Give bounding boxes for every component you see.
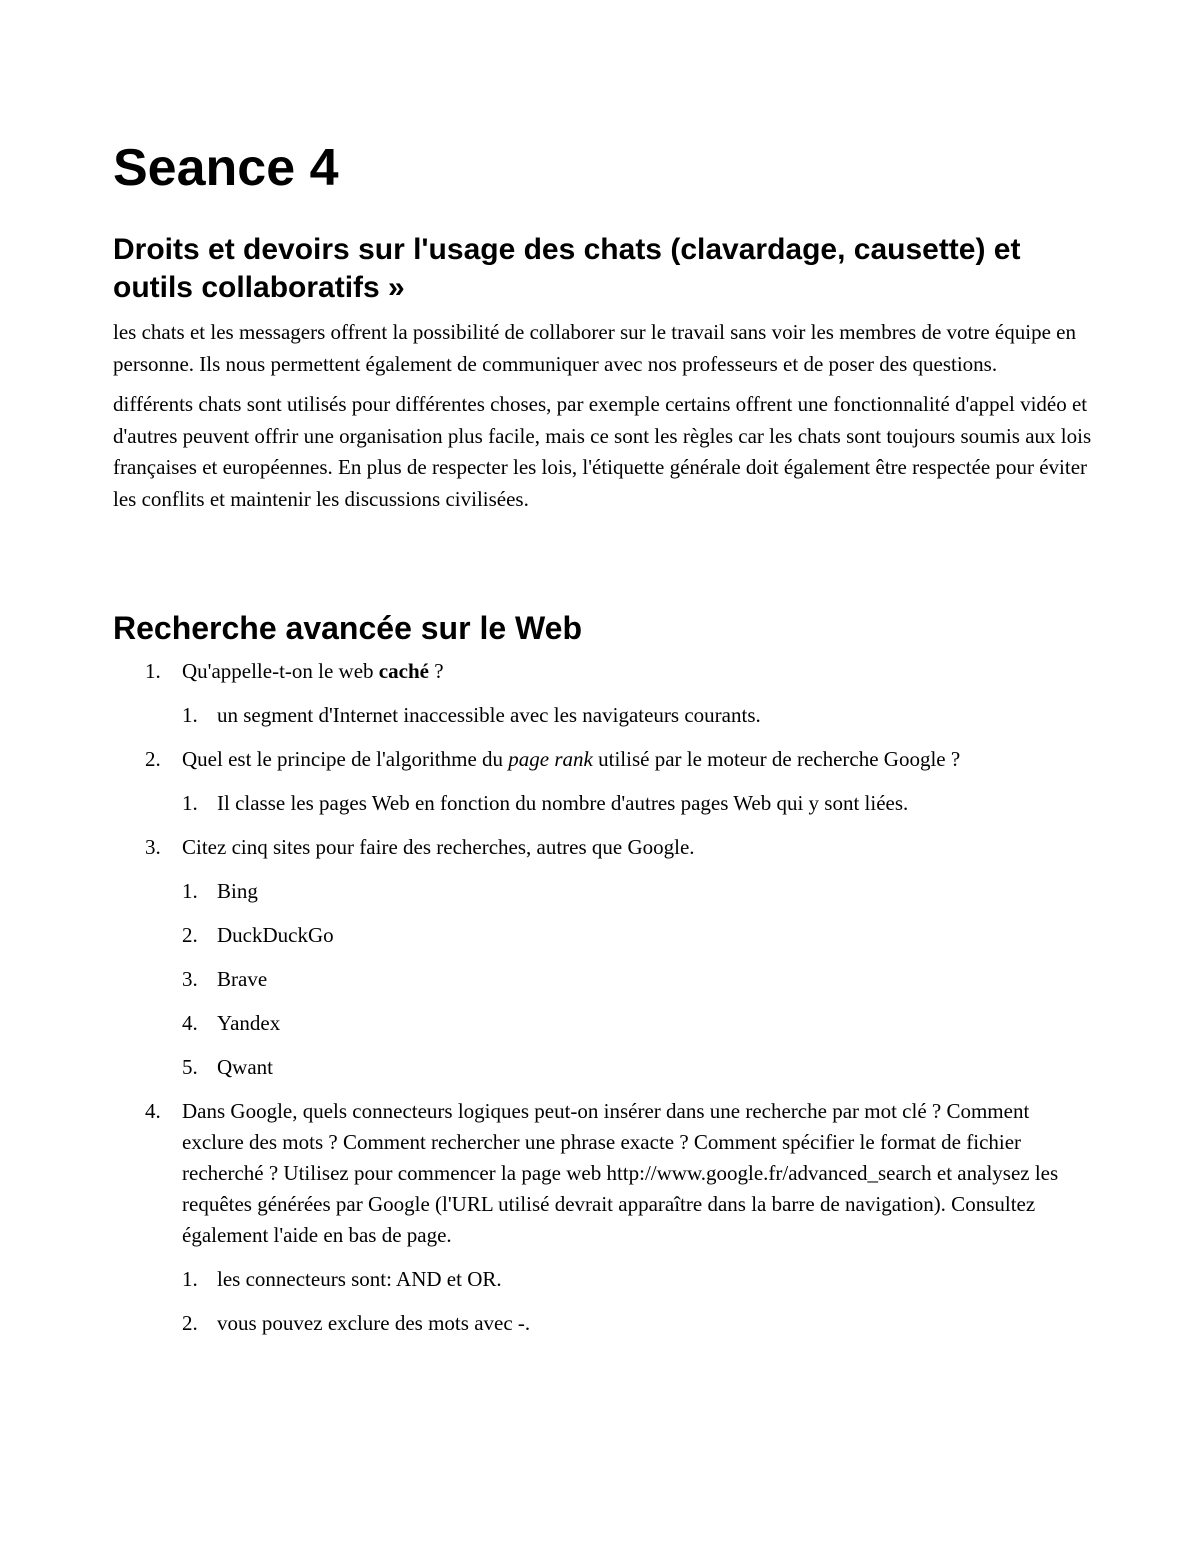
document-title: Seance 4	[113, 139, 339, 197]
list-number: 5.	[182, 1055, 198, 1079]
answer-list	[182, 788, 1093, 819]
list-number: 3.	[145, 835, 161, 859]
question-emphasis: page rank	[508, 747, 593, 771]
question-text: Quel est le principe de l'algorithme du	[182, 747, 509, 771]
question-item	[113, 832, 1093, 1083]
list-number: 1.	[182, 703, 198, 727]
question-text: ?	[428, 659, 444, 683]
answer-text: Brave	[217, 967, 268, 991]
paragraph: les chats et les messagers offrent la possibilité de collaborer sur le travail sans voir les membres de votre équipe en personne. Ils nous permettent également de communiquer avec nos professeurs et de poser des questions.	[113, 320, 1076, 376]
answer-text: Bing	[217, 879, 258, 903]
list-number: 1.	[182, 791, 198, 815]
answer-item	[182, 1308, 1093, 1339]
list-number: 2.	[182, 1311, 198, 1335]
answer-item	[182, 788, 1093, 819]
answer-list	[182, 1264, 1093, 1339]
answer-text: vous pouvez exclure des mots avec -.	[217, 1311, 531, 1335]
list-number: 1.	[182, 1267, 198, 1291]
answer-text: un segment d'Internet inaccessible avec les navigateurs courants.	[217, 703, 761, 727]
answer-text: les connecteurs sont: AND et OR.	[217, 1267, 502, 1291]
paragraph: différents chats sont utilisés pour différentes choses, par exemple certains offrent une fonctionnalité d'appel vidéo et d'autres peuvent offrir une organisation plus facile, mais ce sont les règles car les chats sont toujours soumis aux lois françaises et européennes. En plus de respecter les lois, l'étiquette générale doit également être respectée pour éviter les conflits et maintenir les discussions civilisées.	[113, 392, 1092, 511]
answer-text: Yandex	[217, 1011, 281, 1035]
list-number: 2.	[182, 923, 198, 947]
answer-item	[182, 1264, 1093, 1295]
list-number: 2.	[145, 747, 161, 771]
question-item	[113, 1096, 1093, 1339]
question-list	[113, 656, 1093, 1339]
answer-item	[182, 700, 1093, 731]
answer-text: Il classe les pages Web en fonction du nombre d'autres pages Web qui y sont liées.	[217, 791, 909, 815]
answer-item	[182, 1052, 1093, 1083]
list-number: 1.	[145, 659, 161, 683]
question-text: Qu'appelle-t-on le web	[182, 659, 379, 683]
list-number: 3.	[182, 967, 198, 991]
answer-text: Qwant	[217, 1055, 273, 1079]
question-text: utilisé par le moteur de recherche Google ?	[592, 747, 961, 771]
question-emphasis: caché	[378, 659, 429, 683]
question-item	[113, 656, 1093, 731]
list-number: 4.	[182, 1011, 198, 1035]
answer-list	[182, 700, 1093, 731]
answer-list	[182, 876, 1093, 1083]
question-item	[113, 744, 1093, 819]
section-heading-chats: Droits et devoirs sur l'usage des chats (clavardage, causette) et outils collaboratifs »	[113, 233, 1021, 304]
answer-item	[182, 920, 1093, 951]
answer-item	[182, 1008, 1093, 1039]
document-content	[113, 136, 1093, 1339]
answer-item	[182, 876, 1093, 907]
question-text: Dans Google, quels connecteurs logiques peut-on insérer dans une recherche par mot clé ? Comment exclure des mots ? Comment rechercher une phrase exacte ? Comment spécifier le format de fichier recherché ? Utilisez pour commencer la page web http://www.google.fr/advanced_search et analysez les requêtes générées par Google (l'URL utilisé devrait apparaître dans la barre de navigation). Consultez également l'aide en bas de page.	[182, 1099, 1059, 1247]
list-number: 4.	[145, 1099, 161, 1123]
answer-item	[182, 964, 1093, 995]
section-heading-web-search: Recherche avancée sur le Web	[113, 610, 582, 646]
answer-text: DuckDuckGo	[217, 923, 334, 947]
question-text: Citez cinq sites pour faire des recherches, autres que Google.	[182, 835, 695, 859]
list-number: 1.	[182, 879, 198, 903]
